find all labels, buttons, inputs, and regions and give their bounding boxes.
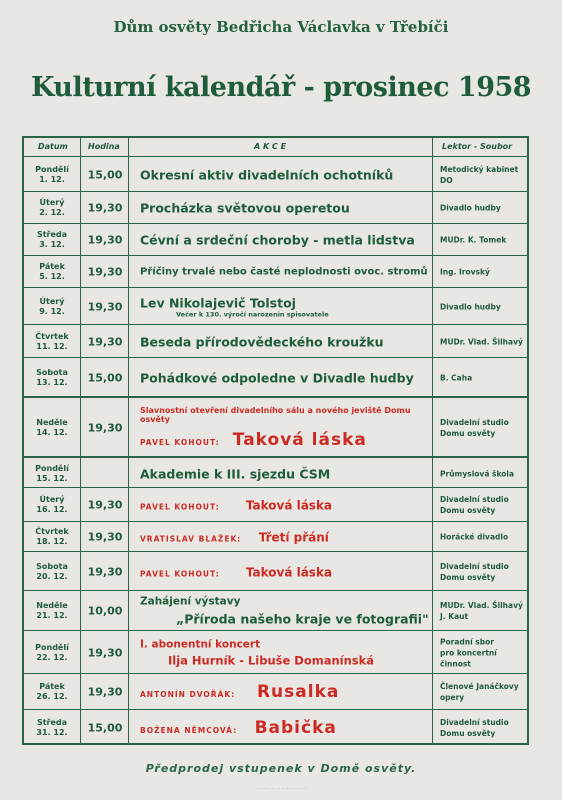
table-row <box>24 191 527 224</box>
row-event-subtitle: Večer k 130. výročí narozenin spisovatele <box>176 310 329 318</box>
row-event: Příčiny trvalé nebo časté neplodnosti ovoc. stromů <box>140 266 428 278</box>
row-time: 15,00 <box>87 168 123 181</box>
row-lektor: Divadelní studio Domu osvěty <box>440 718 509 738</box>
row-lektor: MUDr. K. Tomek <box>440 235 507 245</box>
printer-imprint: · · · · · · · · · · · · · · · · · · · · <box>256 786 306 791</box>
row-lektor: Ing. Irovský <box>440 267 490 277</box>
table-row <box>24 673 527 710</box>
row-date: Pondělí 1. 12. <box>35 164 69 184</box>
row-event <box>140 682 430 702</box>
play-title: Taková láska <box>232 430 367 450</box>
row-lektor: Horácké divadlo <box>440 532 509 542</box>
row-event: Beseda přírodovědeckého kroužku <box>140 334 384 349</box>
row-time: 19,30 <box>87 335 123 348</box>
row-time: 19,30 <box>87 498 123 512</box>
play-author: PAVEL KOHOUT: <box>140 502 220 512</box>
row-time: 19,30 <box>87 233 123 247</box>
play-author: PAVEL KOHOUT: <box>140 569 220 578</box>
row-lektor: Divadlo hudby <box>440 302 501 311</box>
row-event: Okresní aktiv divadelních ochotníků <box>140 167 394 182</box>
row-lektor: MUDr. Vlad. Šilhavý J. Kaut <box>440 601 523 621</box>
row-event <box>140 718 430 738</box>
row-lektor: Divadlo hudby <box>440 203 501 213</box>
play-author: BOŽENA NĚMCOVÁ: <box>140 726 238 735</box>
calendar-table <box>22 136 529 745</box>
play-author: VRATISLAV BLAŽEK: <box>140 534 242 544</box>
row-time: 19,30 <box>87 646 123 659</box>
row-event: Akademie k III. sjezdu ČSM <box>140 466 331 481</box>
poster-title: Kulturní kalendář - prosinec 1958 <box>30 72 532 103</box>
table-row <box>24 357 527 397</box>
row-time: 19,30 <box>87 421 123 435</box>
row-time: 19,30 <box>87 685 123 699</box>
concert-performers: Ilja Hurník - Libuše Domanínská <box>168 653 375 667</box>
row-lektor: Poradní sbor pro koncertní činnost <box>440 637 497 668</box>
row-date: Sobota 13. 12. <box>36 367 68 387</box>
row-date: Čtvrtek 18. 12. <box>35 527 69 546</box>
row-lektor: Divadelní studio Domu osvěty <box>440 418 509 438</box>
table-row <box>24 590 527 631</box>
row-lektor: Divadelní studio Domu osvěty <box>440 495 509 515</box>
play-title: Taková láska <box>245 565 333 579</box>
header-hour: Hodina <box>88 142 120 151</box>
header-lektor: Lektor - Soubor <box>442 142 513 151</box>
play-title: Taková láska <box>245 498 333 513</box>
play-author: ANTONÍN DVOŘÁK: <box>140 690 236 699</box>
row-event: Zahájení výstavy „Příroda našeho kraje ve fotografii" <box>140 595 429 627</box>
row-lektor: Členové Janáčkovy opery <box>440 682 519 702</box>
table-row <box>24 630 527 674</box>
row-time: 19,30 <box>87 565 123 578</box>
row-event <box>140 498 430 513</box>
table-row <box>24 709 527 746</box>
row-date: Úterý 9. 12. <box>39 296 65 316</box>
presale-note: Předprodej vstupenek v Domě osvěty. <box>145 762 417 775</box>
row-date: Úterý 16. 12. <box>36 495 68 514</box>
row-event: I. abonentní koncert Ilja Hurník - Libuše Domanínská <box>140 638 430 667</box>
row-event: Cévní a srdeční choroby - metla lidstva <box>140 232 415 248</box>
organization-name: Dům osvěty Bedřicha Václavka v Třebíči <box>113 18 449 36</box>
table-row <box>24 287 527 325</box>
table-row <box>24 223 527 256</box>
row-date: Středa 3. 12. <box>36 230 68 249</box>
row-time: 19,30 <box>87 201 123 215</box>
play-title: Babička <box>254 718 337 738</box>
table-header <box>24 138 527 157</box>
row-lektor: MUDr. Vlad. Šilhavý <box>440 337 523 346</box>
row-time: 19,30 <box>87 265 123 279</box>
row-date: Neděle 14. 12. <box>36 418 68 437</box>
row-time: 15,00 <box>87 371 123 384</box>
row-date: Úterý 2. 12. <box>39 198 65 217</box>
table-row <box>24 456 527 489</box>
row-event <box>140 564 430 579</box>
table-row <box>24 487 527 522</box>
row-date: Středa 31. 12. <box>36 718 68 737</box>
row-time: 19,30 <box>87 530 123 544</box>
row-time: 15,00 <box>87 721 123 735</box>
play-author: PAVEL KOHOUT: <box>140 438 220 447</box>
table-row <box>24 324 527 358</box>
row-lektor: B. Caha <box>440 373 473 382</box>
table-row <box>24 396 527 458</box>
play-title: Třetí přání <box>258 530 329 545</box>
row-date: Pátek 26. 12. <box>36 682 68 701</box>
row-date: Sobota 20. 12. <box>36 561 68 581</box>
row-event: Pohádkové odpoledne v Divadle hudby <box>140 370 414 385</box>
row-date: Neděle 21. 12. <box>36 601 68 620</box>
row-event: Procházka světovou operetou <box>140 200 350 216</box>
row-event: Lev Nikolajevič Tolstoj Večer k 130. výročí narozenin spisovatele <box>140 295 430 318</box>
table-row <box>24 521 527 552</box>
row-event-headline: Slavnostní otevření divadelního sálu a nového jeviště Domu osvěty <box>140 406 411 424</box>
row-date: Pátek 5. 12. <box>39 262 65 281</box>
row-date: Pondělí 15. 12. <box>35 463 69 483</box>
row-event <box>140 406 430 450</box>
play-title: Rusalka <box>256 682 340 702</box>
table-row <box>24 156 527 192</box>
row-lektor: Průmyslová škola <box>440 469 515 478</box>
header-date: Datum <box>38 142 68 151</box>
exhibition-title: „Příroda našeho kraje ve fotografii" <box>176 611 429 627</box>
row-time: 10,00 <box>87 604 123 618</box>
row-lektor: Divadelní studio Domu osvěty <box>440 561 509 582</box>
table-row <box>24 255 527 288</box>
row-lektor: Metodický kabinet DO <box>440 164 519 185</box>
row-time: 19,30 <box>87 300 123 313</box>
row-date: Pondělí 22. 12. <box>35 642 69 662</box>
table-row <box>24 551 527 591</box>
row-event <box>140 530 430 545</box>
header-event: A K C E <box>254 142 287 151</box>
row-date: Čtvrtek 11. 12. <box>35 331 69 351</box>
